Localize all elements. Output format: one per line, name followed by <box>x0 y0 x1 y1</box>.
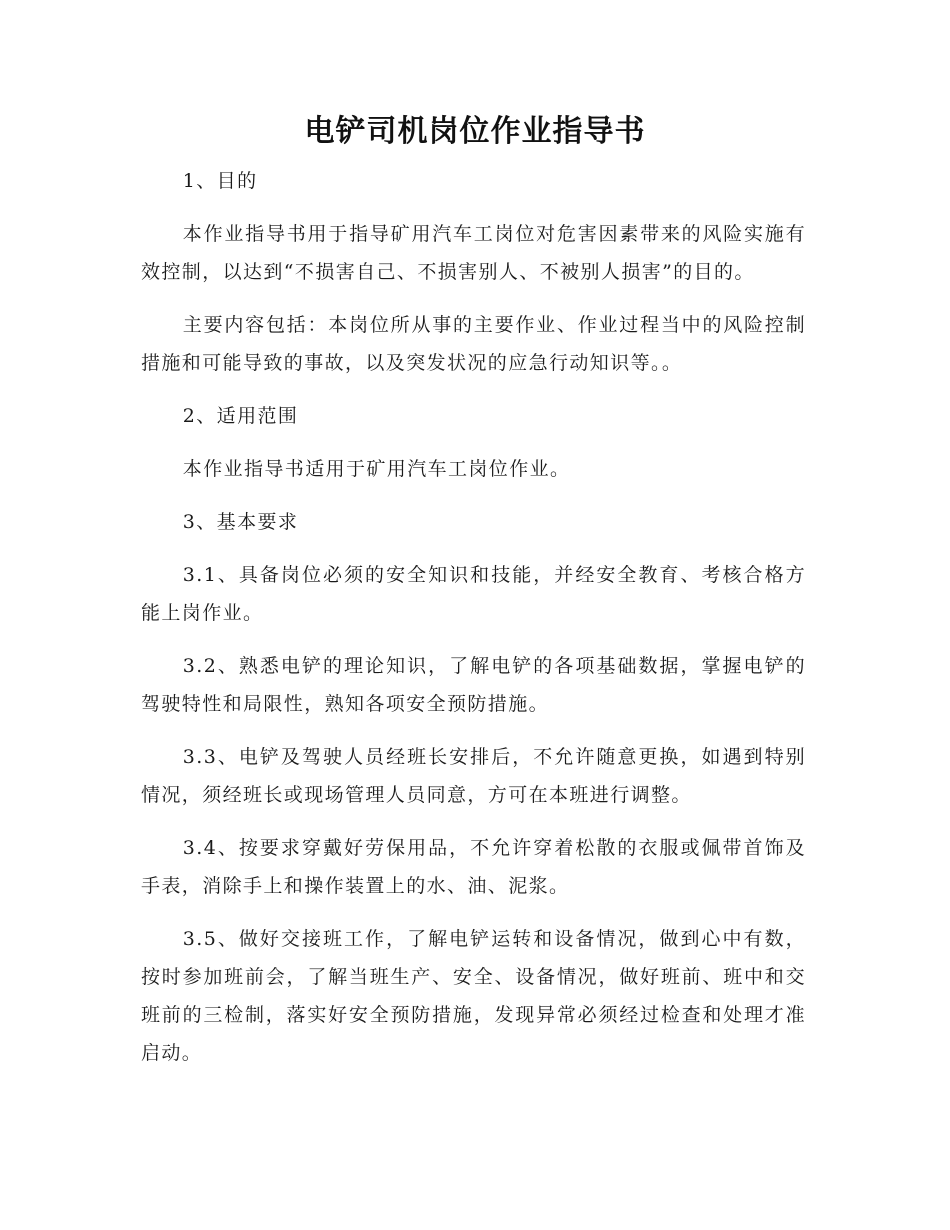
paragraph-requirement-3-5: 3.5、做好交接班工作，了解电铲运转和设备情况，做到心中有数，按时参加班前会，了解当班生产、安全、设备情况，做好班前、班中和交班前的三检制，落实好安全预防措施，发现异常必须经过检查和处理才准启动。 <box>141 928 806 1064</box>
paragraph-requirement-3-1: 3.1、具备岗位必须的安全知识和技能，并经安全教育、考核合格方能上岗作业。 <box>141 564 806 624</box>
document-title: 电铲司机岗位作业指导书 <box>304 114 646 149</box>
section-heading-purpose: 1、目的 <box>182 170 258 192</box>
paragraph-main-content: 主要内容包括：本岗位所从事的主要作业、作业过程当中的风险控制措施和可能导致的事故，以及突发状况的应急行动知识等。。 <box>141 314 806 374</box>
paragraph-purpose: 本作业指导书用于指导矿用汽车工岗位对危害因素带来的风险实施有效控制，以达到“不损害自己、不损害别人、不被别人损害”的目的。 <box>141 223 806 283</box>
paragraph-requirement-3-2: 3.2、熟悉电铲的理论知识，了解电铲的各项基础数据，掌握电铲的驾驶特性和局限性，熟知各项安全预防措施。 <box>141 655 806 715</box>
paragraph-requirement-3-3: 3.3、电铲及驾驶人员经班长安排后，不允许随意更换，如遇到特别情况，须经班长或现场管理人员同意，方可在本班进行调整。 <box>141 746 806 806</box>
section-heading-requirements: 3、基本要求 <box>182 511 299 533</box>
paragraph-scope: 本作业指导书适用于矿用汽车工岗位作业。 <box>182 458 571 480</box>
paragraph-requirement-3-4: 3.4、按要求穿戴好劳保用品，不允许穿着松散的衣服或佩带首饰及手表，消除手上和操作装置上的水、油、泥浆。 <box>141 837 806 897</box>
document-body <box>141 162 806 1087</box>
section-heading-scope: 2、适用范围 <box>182 405 299 427</box>
